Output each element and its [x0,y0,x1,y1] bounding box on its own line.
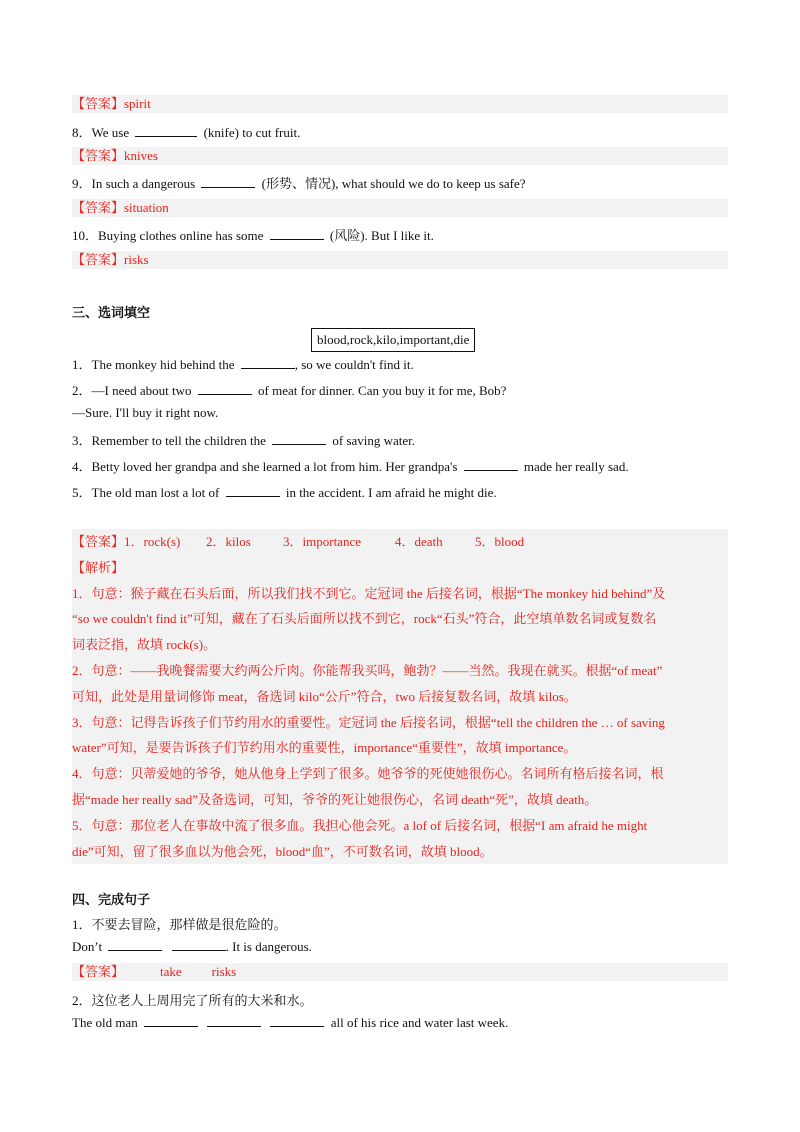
analysis-line: 3．句意：记得告诉孩子们节约用水的重要性。定冠词 the 后接名词，根据“tell the children the … of saving [72,714,665,730]
blank[interactable] [201,176,255,188]
answer-7: 【答案】spirit [72,95,728,113]
analysis-line: 5．句意：那位老人在事故中流了很多血。我担心他会死。a lof of 后接名词，根据“I am afraid he might [72,817,648,833]
question-4: 4．Betty loved her grandpa and she learned a lot from him. Her grandpa's made her really sad. [72,459,629,474]
blank[interactable] [108,939,162,951]
answer-4-1: 【答案】 take risks [72,963,728,981]
analysis-line: 可知，此处是用量词修饰 meat，备选词 kilo“公斤”符合，two 后接复数名词，故填 kilos。 [72,688,577,704]
question-1: 1．The monkey hid behind the , so we couldn't find it. [72,357,414,372]
blank[interactable] [270,1015,324,1027]
blank[interactable] [172,939,226,951]
question-4-2-chinese: 2．这位老人上周用完了所有的大米和水。 [72,993,313,1008]
analysis-line: 2．句意：——我晚餐需要大约两公斤肉。你能帮我买吗，鲍勃？——当然。我现在就买。根据“of meat” [72,662,663,678]
question-2: 2．—I need about two of meat for dinner. Can you buy it for me, Bob? [72,383,507,398]
blank[interactable] [464,459,518,471]
blank[interactable] [241,357,295,369]
blank[interactable] [207,1015,261,1027]
question-3: 3．Remember to tell the children the of saving water. [72,433,416,448]
section-heading-4: 四、完成句子 [72,893,151,908]
question-4-1-chinese: 1．不要去冒险，那样做是很危险的。 [72,917,287,932]
question-4-2: The old man all of his rice and water last week. [72,1015,509,1030]
question-9: 9．In such a dangerous (形势、情况), what should we do to keep us safe? [72,176,526,191]
analysis-line: 1．句意：猴子藏在石头后面，所以我们找不到它。定冠词 the 后接名词，根据“The monkey hid behind”及 [72,585,666,601]
analysis-line: water”可知，是要告诉孩子们节约用水的重要性，importance“重要性”，故填 importance。 [72,740,577,756]
analysis-line: 据“made her really sad”及备选词，可知，爷爷的死让她很伤心，名词 death“死”，故填 death。 [72,791,598,807]
analysis-line: die”可知，留了很多血以为他会死，blood“血”，不可数名词，故填 blood。 [72,843,493,859]
analysis-label: 【解析】 [72,559,125,575]
answer-row: 【答案】1．rock(s) 2．kilos 3．importance 4．death 5．blood [72,534,525,549]
blank[interactable] [272,433,326,445]
answer-9: 【答案】situation [72,199,728,217]
question-5: 5．The old man lost a lot of in the accident. I am afraid he might die. [72,485,497,500]
word-bank: blood,rock,kilo,important,die [311,328,475,352]
question-2-reply: —Sure. I'll buy it right now. [72,405,219,420]
blank[interactable] [135,125,197,137]
blank[interactable] [270,228,324,240]
blank[interactable] [198,383,252,395]
answer-8: 【答案】knives [72,147,728,165]
answer-analysis-box [72,529,728,864]
question-8: 8．We use (knife) to cut fruit. [72,125,301,140]
analysis-line: 词表泛指，故填 rock(s)。 [72,637,217,653]
answer-10: 【答案】risks [72,251,728,269]
question-10: 10．Buying clothes online has some (风险). But I like it. [72,228,434,243]
analysis-line: “so we couldn't find it”可知，藏在了石头后面所以找不到它，rock“石头”符合，此空填单数名词或复数名 [72,611,657,627]
blank[interactable] [226,485,280,497]
blank[interactable] [144,1015,198,1027]
section-heading-3: 三、选词填空 [72,306,151,321]
analysis-line: 4．句意：贝蒂爱她的爷爷，她从他身上学到了很多。她爷爷的死使她很伤心。名词所有格后接名词，根 [72,766,664,782]
question-4-1: Don’t . It is dangerous. [72,939,312,954]
